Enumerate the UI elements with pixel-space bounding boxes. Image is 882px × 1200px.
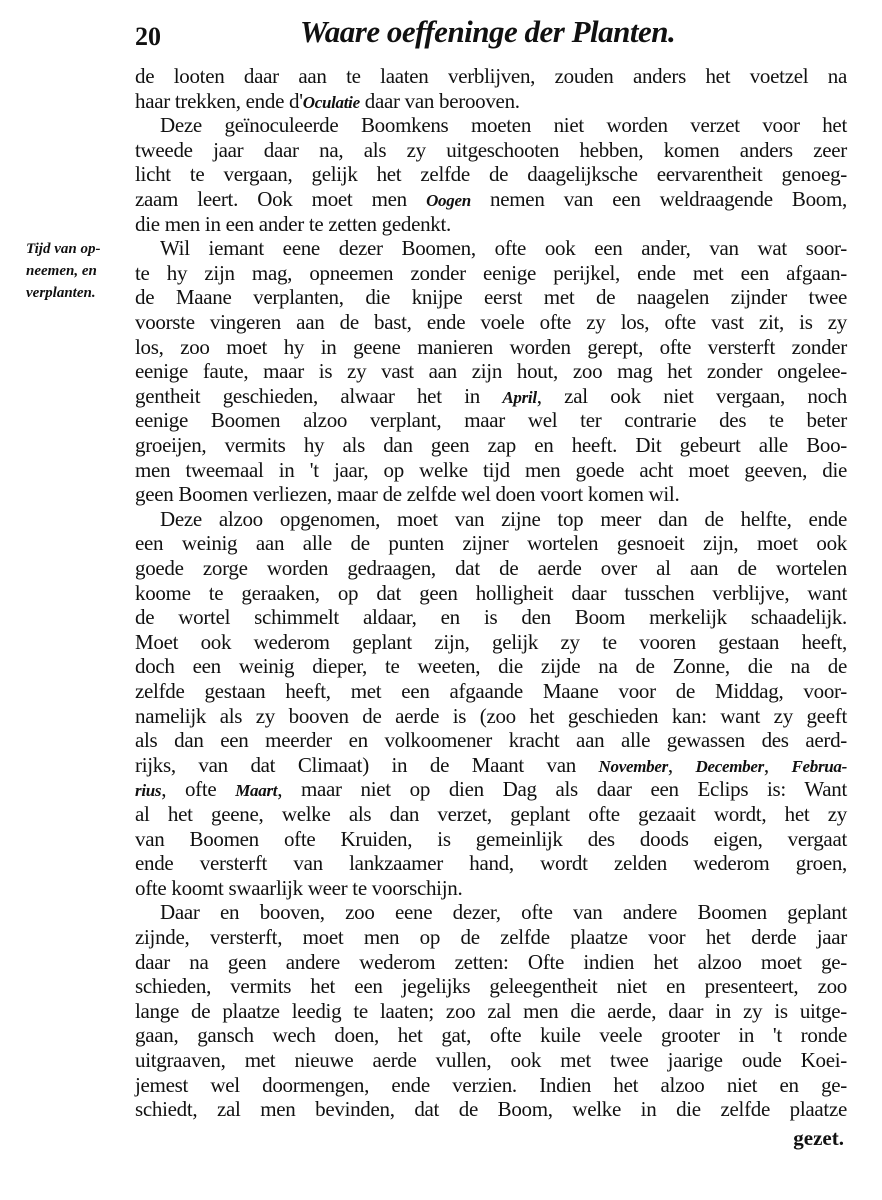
text-line (135, 581, 847, 605)
text-line (135, 408, 847, 432)
text-segment: , ofte (161, 777, 236, 802)
text-segment: als dan een meerder en volkoomener kracht aan alle gewassen des aerd- (135, 728, 847, 753)
running-title: Waare oeffeninge der Planten. (300, 14, 676, 49)
text-line (135, 285, 847, 309)
text-segment: doch een weinig dieper, te weeten, die zijde na de Zonne, die na de (135, 654, 847, 679)
text-line (135, 531, 847, 555)
text-line (135, 654, 847, 678)
text-line (135, 433, 847, 457)
text-segment: Deze geïnoculeerde Boomkens moeten niet worden verzet voor het (160, 113, 847, 138)
text-line (135, 1023, 847, 1047)
text-line (160, 900, 847, 924)
text-segment: ende versterft van lankzaamer hand, wordt zelden wederom groen, (135, 851, 847, 876)
text-segment: zaam leert. Ook moet men (135, 187, 427, 211)
text-line (135, 679, 847, 703)
text-segment: van Boomen ofte Kruiden, is gemeinlijk des doods eigen, vergaat (135, 826, 847, 851)
italic-term: Oogen (426, 191, 471, 210)
text-segment: Deze alzoo opgenomen, moet van zijne top meer dan de helfte, ende (160, 506, 847, 531)
margin-note-line: neemen, en (26, 263, 97, 280)
text-segment: de Maane verplanten, die knijpe eerst met de naagelen zijnder twee (135, 285, 847, 310)
italic-term: November (598, 756, 668, 776)
text-line (135, 64, 847, 88)
text-segment: , (763, 752, 792, 777)
italic-term: April (502, 387, 537, 407)
text-line (135, 556, 847, 580)
margin-note-line: Tijd van op- (26, 241, 101, 258)
margin-note (26, 238, 100, 304)
text-line (135, 999, 847, 1023)
text-line (135, 1097, 847, 1121)
text-segment: de looten daar aan te laaten verblijven, zouden anders het voetzel na (135, 64, 847, 88)
italic-term: December (695, 756, 764, 776)
text-segment: schiedt, zal men bevinden, dat de Boom, welke in die zelfde plaatze (135, 1097, 847, 1122)
text-line (160, 507, 847, 531)
text-segment: Wil iemant eene dezer Boomen, ofte ook een ander, van wat soor- (160, 236, 847, 261)
text-segment: gaan, gansch wech doen, het gat, ofte kuile veele grooter in 't ronde (135, 1023, 847, 1048)
text-segment: een weinig aan alle de punten zijner wortelen gesnoeit zijn, moet ook (135, 531, 847, 556)
text-line (160, 113, 847, 137)
text-segment: geen Boomen verliezen, maar de zelfde wel doen voort komen wil. (135, 482, 680, 507)
text-segment: die men in een ander te zetten gedenkt. (135, 211, 451, 236)
text-segment: ofte koomt swaarlijk weer te voorschijn. (135, 875, 463, 900)
text-line (135, 261, 847, 285)
text-line (135, 974, 847, 998)
text-line (135, 212, 847, 236)
text-line (135, 1073, 847, 1097)
text-line (135, 827, 847, 851)
text-line (135, 384, 847, 410)
text-line (135, 876, 847, 900)
text-line (135, 138, 847, 162)
text-line (135, 458, 847, 482)
text-segment: eenige faute, maar is zy vast aan zijn hout, zoo mag het zonder ongelee- (135, 359, 847, 384)
text-line (135, 630, 847, 654)
text-line (135, 851, 847, 875)
text-segment: , maar niet op dien Dag als daar een Eclips is: Want (277, 777, 847, 802)
text-segment: groeijen, vermits hy als dan geen zap en heeft. Dit gebeurt alle Boo- (135, 433, 847, 457)
text-segment: al het geene, welke als dan verzet, geplant ofte gezaait wordt, het zy (135, 802, 847, 826)
margin-note-line: verplanten. (26, 285, 96, 302)
text-segment: zelfde gestaan heeft, met een afgaande Maane voor de Middag, voor- (135, 679, 847, 703)
text-line (135, 482, 847, 506)
italic-term: Oculatie (302, 92, 360, 112)
text-segment: nemen van een weldraagende Boom, (470, 187, 847, 211)
text-line (135, 753, 847, 779)
italic-term: Februa- (791, 756, 847, 776)
text-segment: zijnde, versterft, moet men op de zelfde plaatze voor het derde jaar (135, 925, 847, 949)
text-segment: los, zoo moet hy in geene manieren worden gerept, ofte versterft zonder (135, 334, 847, 359)
text-line (135, 802, 847, 826)
text-segment: daar van berooven. (359, 88, 520, 113)
text-line (135, 777, 847, 803)
text-segment: schieden, vermits het een jegelijks geleegentheit niet en presenteert, zoo (135, 974, 847, 999)
text-line (160, 236, 847, 260)
text-segment: licht te vergaan, gelijk het zelfde de daagelijksche eervarentheit genoeg- (135, 162, 847, 187)
text-segment: haar trekken, ende d' (135, 88, 303, 113)
text-segment: uitgraaven, met nieuwe aerde vullen, ook met twee jaarige oude Koei- (135, 1048, 847, 1072)
text-segment: goede zorge worden gedraagen, dat de aerde over al aan de wortelen (135, 556, 847, 580)
text-segment: gentheit geschieden, alwaar het in (135, 383, 503, 408)
text-line (135, 728, 847, 752)
italic-term: Maart (235, 781, 278, 801)
text-segment: jemest wel doormengen, ende verzien. Indien het alzoo niet en ge- (135, 1072, 847, 1097)
catchword: gezet. (793, 1126, 844, 1150)
text-segment: de wortel schimmelt aldaar, en is den Boom merkelijk schaadelijk. (135, 605, 847, 630)
text-segment: tweede jaar daar na, als zy uitgeschooten hebben, komen anders zeer (135, 137, 847, 162)
text-line (135, 162, 847, 186)
text-line (135, 925, 847, 949)
text-segment: , (667, 752, 696, 777)
text-segment: men tweemaal in 't jaar, op welke tijd men goede acht moet geeven, die (135, 457, 847, 482)
page-number: 20 (135, 22, 161, 51)
text-line (135, 187, 847, 213)
text-segment: eenige Boomen alzoo verplant, maar wel ter contrarie des te beter (135, 408, 847, 433)
text-line (135, 950, 847, 974)
text-segment: te hy zijn mag, opneemen zonder eenige perijkel, ende met een afgaan- (135, 260, 847, 285)
text-segment: koome te geraaken, op dat geen holligheit daar tusschen verblijve, want (135, 580, 847, 605)
text-segment: rijks, van dat Climaat) in de Maant van (135, 752, 599, 777)
text-segment: , zal ook niet vergaan, noch (536, 383, 847, 408)
text-line (135, 1048, 847, 1072)
text-line (135, 605, 847, 629)
text-segment: Daar en booven, zoo eene dezer, ofte van andere Boomen geplant (160, 900, 847, 925)
text-line (135, 359, 847, 383)
text-segment: lange de plaatze leedig te laaten; zoo zal men die aerde, daar in zy is uitge- (135, 998, 847, 1023)
text-line (135, 89, 847, 115)
text-segment: namelijk als zy booven de aerde is (zoo het geschieden kan: want zy geeft (135, 703, 847, 728)
text-segment: voorste vingeren aan de bast, ende voele ofte zy los, ofte vast zit, is zy (135, 310, 847, 334)
italic-term: rius (135, 781, 162, 801)
text-line (135, 704, 847, 728)
text-line (135, 310, 847, 334)
text-segment: daar na geen andere wederom zetten: Ofte indien het alzoo moet ge- (135, 949, 847, 974)
text-line (135, 335, 847, 359)
text-segment: Moet ook wederom geplant zijn, gelijk zy te vooren gestaan heeft, (135, 629, 847, 654)
